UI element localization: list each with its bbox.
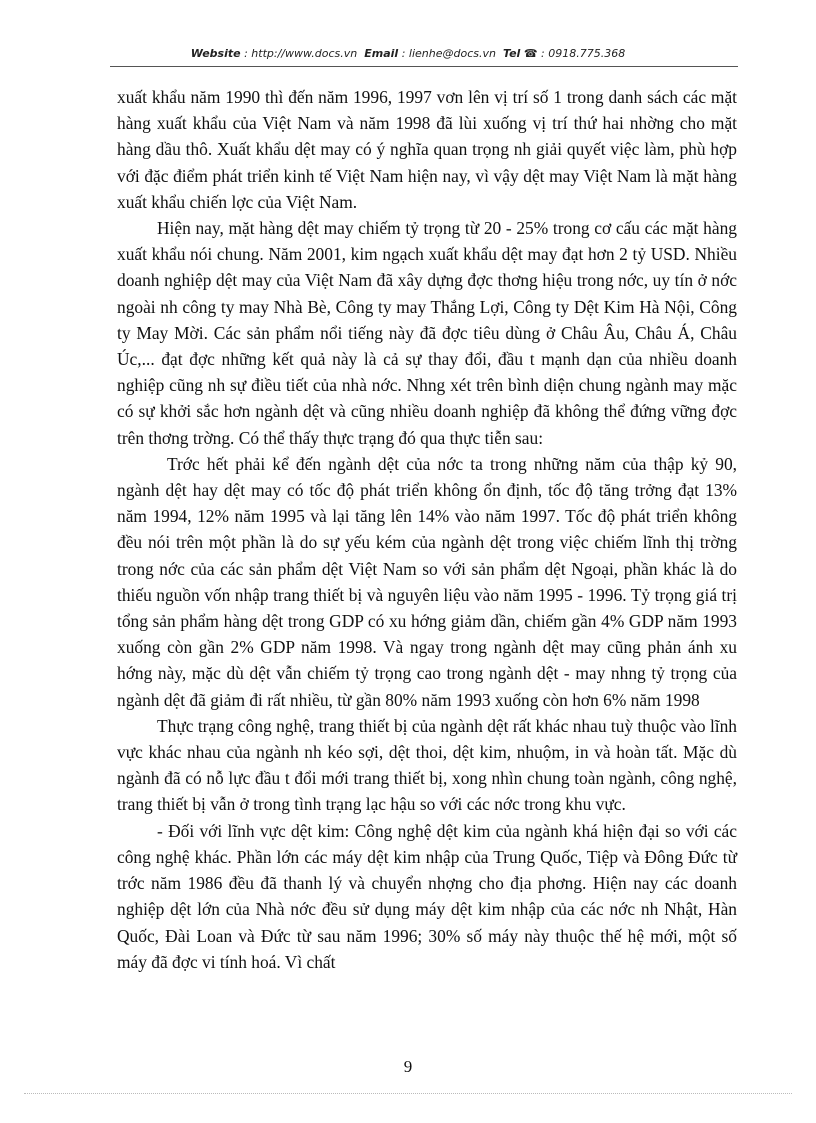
paragraph-1: xuất khẩu năm 1990 thì đến năm 1996, 1997 vơn lên vị trí số 1 trong danh sách các mặt hàng xuất khẩu của Việt Nam và năm 1998 đã lùi xuống vị trí thứ hai nhờng cho mặt hàng dầu thô. Xuất khẩu dệt may có ý nghĩa quan trọng nh giải quyết việc làm, phù hợp với đặc điểm phát triển kinh tế Việt Nam hiện nay, vì vậy dệt may Việt Nam là mặt hàng xuất khẩu chiến lợc của Việt Nam. [117,87,737,212]
paragraph-3: Trớc hết phải kể đến ngành dệt của nớc ta trong những năm của thập kỷ 90, ngành dệt hay dệt may có tốc độ phát triển không ổn định, tốc độ tăng trởng đạt 13% năm 1994, 12% năm 1995 và lại tăng lên 14% vào năm 1997. Tốc độ phát triển không đều nói trên một phần là do sự yếu kém của ngành dệt trong việc chiếm lĩnh thị trờng trong nớc của các sản phẩm dệt Việt Nam so với sản phẩm dệt Ngoại, phần khác là do thiếu nguồn vốn nhập trang thiết bị và nguyên liệu vào năm 1995 - 1996. Tỷ trọng giá trị tổng sản phẩm hàng dệt trong GDP có xu hớng giảm dần, chiếm gần 4% GDP năm 1993 xuống còn gần 2% GDP năm 1998. Và ngay trong ngành dệt may cũng phản ánh xu hớng này, mặc dù dệt vẫn chiếm tỷ trọng cao trong ngành dệt - may nhng tỷ trọng của ngành dệt đã giảm đi rất nhiều, từ gần 80% năm 1993 xuống còn hơn 6% năm 1998 [117,453,737,710]
paragraph-5: - Đối với lĩnh vực dệt kim: Công nghệ dệt kim của ngành khá hiện đại so với các công nghệ khác. Phần lớn các máy dệt kim nhập của Trung Quốc, Tiệp và Đông Đức từ trớc năm 1986 đều đã thanh lý và chuyển nhợng cho địa phơng. Hiện nay các doanh nghiệp dệt lớn của Nhà nớc đều sử dụng máy dệt kim nhập của các nớc nh Nhật, Hàn Quốc, Đài Loan và Đức từ sau năm 1996; 30% số máy này thuộc thế hệ mới, một số máy đã đợc vi tính hoá. Vì chất [117,820,737,972]
website-url[interactable]: : http://www.docs.vn [244,47,358,60]
website-label: Website [190,47,241,60]
header-divider [110,66,738,67]
tel-label: Tel [502,47,521,60]
email-label: Email [364,47,399,60]
document-body [117,84,737,975]
page-number: 9 [403,1057,413,1076]
email-address[interactable]: : lienhe@docs.vn [401,47,496,60]
phone-icon: ☎ [523,47,538,60]
paragraph-4: Thực trạng công nghệ, trang thiết bị của ngành dệt rất khác nhau tuỳ thuộc vào lĩnh vực khác nhau của ngành nh kéo sợi, dệt thoi, dệt kim, nhuộm, in và hoàn tất. Mặc dù ngành đã có nỗ lực đầu t đổi mới trang thiết bị, xong nhìn chung toàn ngành, công nghệ, trang thiết bị vẫn ở trong tình trạng lạc hậu so với các nớc trong khu vực. [117,715,737,815]
footer-divider [24,1093,792,1094]
tel-number: : 0918.775.368 [541,47,626,60]
page-header [0,47,816,60]
paragraph-2: Hiện nay, mặt hàng dệt may chiếm tỷ trọng từ 20 - 25% trong cơ cấu các mặt hàng xuất khẩu nói chung. Năm 2001, kim ngạch xuất khẩu dệt may đạt hơn 2 tỷ USD. Nhiều doanh nghiệp dệt may của Việt Nam đã xây dựng đợc thơng hiệu trong nớc, uy tín ở nớc ngoài nh công ty may Nhà Bè, Công ty may Thắng Lợi, Công ty Dệt Kim Hà Nội, Công ty May Mời. Các sản phẩm nổi tiếng này đã đợc tiêu dùng ở Châu Âu, Châu Á, Châu Úc,... đạt đợc những kết quả này là cả sự thay đổi, đầu t mạnh dạn của nhiều doanh nghiệp cũng nh sự điều tiết của nhà nớc. Nhng xét trên bình diện chung ngành may mặc có sự khởi sắc hơn ngành dệt và cũng nhiều doanh nghiệp đã không thể đứng vững đợc trên thơng trờng. Có thể thấy thực trạng đó qua thực tiễn sau: [117,218,737,448]
